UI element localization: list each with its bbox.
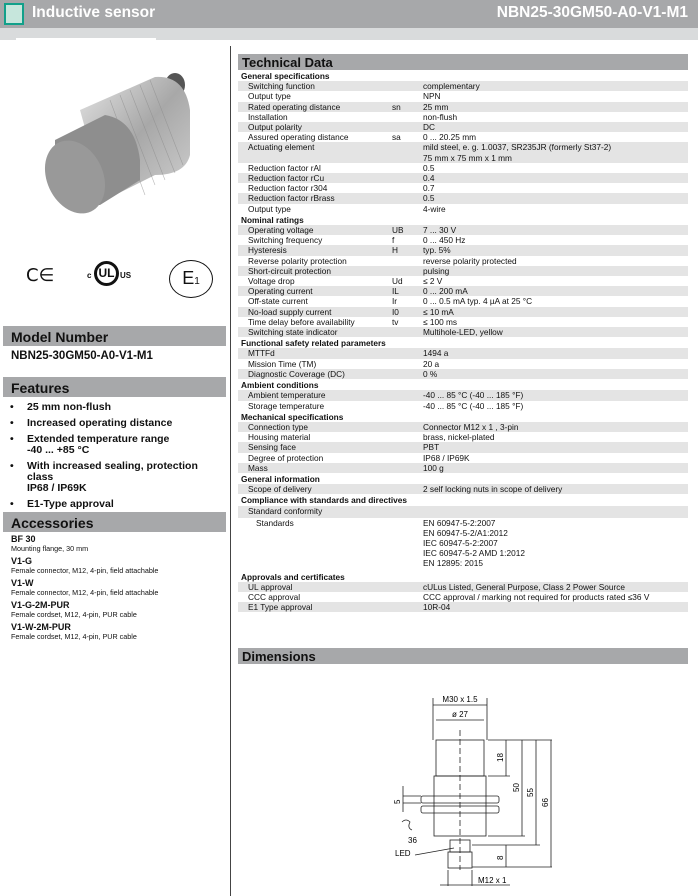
spec-symbol: sn [392,101,401,112]
spec-symbol: UB [392,225,404,236]
spec-row [238,163,688,173]
spec-group-header: Mechanical specifications [241,411,344,422]
spec-label: Reduction factor r304 [248,183,328,194]
spec-value: IP68 / IP69K [423,452,470,463]
spec-row [238,592,688,602]
spec-row [238,484,688,494]
feature-item: • Extended temperature range -40 ... +85 °C [10,434,225,456]
spec-row [238,245,688,255]
dimension-drawing [370,690,570,896]
spec-row [238,122,688,132]
spec-value: NPN [423,91,441,102]
spec-value: CCC approval / marking not required for products rated ≤36 V [423,591,650,602]
spec-value: 20 a [423,358,440,369]
spec-row [238,327,688,337]
spec-label: Rated operating distance [248,101,341,112]
spec-label: Sensing face [248,442,296,453]
accessory-name: V1-G [11,556,33,566]
spec-label: Output type [248,91,291,102]
spec-symbol: sa [392,132,401,143]
spec-label: MTTFd [248,348,275,359]
spec-row [238,369,688,379]
accessory-name: V1-G-2M-PUR [11,600,70,610]
spec-label: Switching state indicator [248,327,338,338]
spec-symbol: Ud [392,276,403,287]
spec-row [238,256,688,266]
brand-square-icon [4,3,24,25]
spec-value: 25 mm [423,101,449,112]
feature-item: • With increased sealing, protection class IP68 / IP69K [10,461,225,494]
spec-value: 0.5 [423,193,435,204]
spec-row [238,401,688,411]
spec-value: -40 ... 85 °C (-40 ... 185 °F) [423,400,524,411]
spec-value: brass, nickel-plated [423,432,495,443]
header-bar [0,0,698,28]
accessory-description: Mounting flange, 30 mm [11,544,89,553]
spec-row [238,276,688,286]
product-image [25,65,195,215]
spec-value: pulsing [423,265,450,276]
spec-symbol: IL [392,286,399,297]
spec-label: Diagnostic Coverage (DC) [248,368,345,379]
dim-connector-label: M12 x 1 [478,876,507,885]
technical-data-header: Technical Data [238,54,688,70]
accessory-description: Female cordset, M12, 4-pin, PUR cable [11,632,137,641]
spec-value: 4-wire [423,203,446,214]
spec-label: Operating current [248,286,313,297]
model-number-header: Model Number [3,326,226,346]
spec-row [238,390,688,400]
spec-label: Voltage drop [248,276,295,287]
accessory-description: Female connector, M12, 4-pin, field attachable [11,566,159,575]
spec-label: Reduction factor rAl [248,162,321,173]
dim-50-label: 50 [512,783,521,792]
dim-5-label: 5 [393,799,402,804]
spec-label: Short-circuit protection [248,265,332,276]
e1-logo: E1 [169,260,213,298]
spec-label: Installation [248,111,288,122]
accessory-name: V1-W [11,578,34,588]
spec-group-header: Approvals and certificates [241,571,345,582]
dim-66-label: 66 [541,798,550,807]
spec-label: No-load supply current [248,306,332,317]
dim-diameter-label: ø 27 [451,710,469,719]
spec-label: Time delay before availability [248,316,355,327]
accessory-name: V1-W-2M-PUR [11,622,71,632]
spec-label: Switching function [248,81,315,92]
features-header: Features [3,377,226,397]
spec-row [238,348,688,358]
spec-symbol: f [392,235,395,246]
spec-group-header: Nominal ratings [241,214,304,225]
spec-symbol: I0 [392,306,399,317]
spec-value: 1494 a [423,348,449,359]
spec-row [238,204,688,214]
spec-group-header: Ambient conditions [241,380,319,391]
spec-row [238,582,688,592]
spec-label: Off-state current [248,296,308,307]
dim-led-label: LED [395,849,411,858]
spec-value: 0.4 [423,173,435,184]
spec-value: complementary [423,81,480,92]
dim-8-label: 8 [496,855,505,860]
spec-group-header: General information [241,473,320,484]
technical-data-section [238,54,688,612]
spec-label: Actuating element [248,142,315,153]
page-title: Inductive sensor [32,4,156,21]
spec-value: typ. 5% [423,245,451,256]
spec-label: Assured operating distance [248,132,349,143]
spec-label: Scope of delivery [248,484,312,495]
accessories-header: Accessories [3,512,226,532]
spec-row [238,422,688,432]
spec-row [238,453,688,463]
spec-row [238,506,688,518]
spec-symbol: H [392,245,398,256]
features-list [10,402,225,515]
model-number-value: NBN25-30GM50-A0-V1-M1 [11,350,153,362]
spec-row [238,359,688,369]
accessory-description: Female connector, M12, 4-pin, field attachable [11,588,159,597]
spec-row [238,235,688,245]
spec-row [238,307,688,317]
spec-value: 0 ... 20.25 mm [423,132,477,143]
spec-value: 0 ... 0.5 mA typ. 4 µA at 25 °C [423,296,533,307]
spec-group-header: Functional safety related parameters [241,338,386,349]
column-divider [230,46,231,896]
spec-label: Reverse polarity protection [248,255,347,266]
spec-value: mild steel, e. g. 1.0037, SR235JR (formerly St37-2) 75 mm x 75 mm x 1 mm [423,142,612,163]
dim-18-label: 18 [496,753,505,762]
spec-label: Output polarity [248,122,302,133]
spec-value: 0.5 [423,162,435,173]
dim-wrench-label: 36 [408,836,417,845]
spec-value: 2 self locking nuts in scope of delivery [423,484,563,495]
spec-label: Mission Time (TM) [248,358,317,369]
accessory-name: BF 30 [11,534,36,544]
ul-logo: c UL US [87,259,137,289]
spec-row [238,112,688,122]
feature-item: • 25 mm non-flush [10,402,225,413]
accessory-description: Female cordset, M12, 4-pin, PUR cable [11,610,137,619]
dim-thread-label: M30 x 1.5 [442,695,478,704]
spec-row [238,81,688,91]
spec-label: Operating voltage [248,225,314,236]
spec-row [238,463,688,473]
spec-value: DC [423,122,435,133]
spec-symbol: tv [392,316,399,327]
dimensions-section [238,648,688,664]
spec-label: Mass [248,462,268,473]
spec-value: cULus Listed, General Purpose, Class 2 Power Source [423,581,625,592]
dimensions-header: Dimensions [238,648,688,664]
spec-label: Standard conformity [248,505,323,516]
spec-label: UL approval [248,581,293,592]
spec-row [238,432,688,442]
spec-value: 0 % [423,368,438,379]
spec-row [238,193,688,203]
spec-row [238,602,688,612]
spec-row [238,225,688,235]
spec-row [238,442,688,452]
spec-value: reverse polarity protected [423,255,517,266]
spec-value: PBT [423,442,440,453]
spec-label: Degree of protection [248,452,324,463]
spec-value: Connector M12 x 1 , 3-pin [423,421,519,432]
spec-value: 100 g [423,462,444,473]
spec-value: 7 ... 30 V [423,225,457,236]
spec-label: Hysteresis [248,245,287,256]
spec-group-header: Compliance with standards and directives [241,495,407,506]
spec-value: ≤ 10 mA [423,306,454,317]
accessories-list [11,534,226,644]
spec-value: 0 ... 200 mA [423,286,468,297]
spec-label: E1 Type approval [248,602,313,613]
spec-label: Ambient temperature [248,390,326,401]
spec-row [238,317,688,327]
spec-value: -40 ... 85 °C (-40 ... 185 °F) [423,390,524,401]
feature-item: • E1-Type approval [10,499,225,510]
spec-value: ≤ 100 ms [423,316,458,327]
spec-value: Multihole-LED, yellow [423,327,503,338]
spec-label: Reduction factor rBrass [248,193,335,204]
spec-label: Standards [256,517,294,528]
spec-row [238,296,688,306]
header-model: NBN25-30GM50-A0-V1-M1 [496,4,688,21]
spec-label: Storage temperature [248,400,325,411]
spec-label: Housing material [248,432,311,443]
spec-symbol: Ir [392,296,398,307]
technical-data-table [238,71,688,612]
spec-row [238,91,688,101]
spec-label: Reduction factor rCu [248,173,325,184]
spec-value: 0 ... 450 Hz [423,235,466,246]
spec-row [238,132,688,142]
spec-value: 0.7 [423,183,435,194]
header-band-gap [16,38,156,42]
spec-label: Connection type [248,421,308,432]
spec-value: 10R-04 [423,602,451,613]
spec-row [238,286,688,296]
spec-group-header: General specifications [241,71,330,81]
spec-row [238,102,688,112]
spec-label: Output type [248,203,291,214]
spec-value: ≤ 2 V [423,276,443,287]
wrench-icon [402,820,412,830]
spec-row [238,173,688,183]
spec-row [238,266,688,276]
dim-55-label: 55 [526,788,535,797]
spec-label: CCC approval [248,591,301,602]
spec-value: non-flush [423,111,458,122]
spec-row [238,142,688,162]
ce-logo: C∈ [26,265,55,286]
spec-row [238,183,688,193]
spec-label: Switching frequency [248,235,323,246]
spec-value: EN 60947-5-2:2007 EN 60947-5-2/A1:2012 IEC 60947-5-2:2007 IEC 60947-5-2 AMD 1:2012 EN 12895: 2015 [423,517,525,569]
spec-row [238,518,688,569]
feature-item: • Increased operating distance [10,418,225,429]
